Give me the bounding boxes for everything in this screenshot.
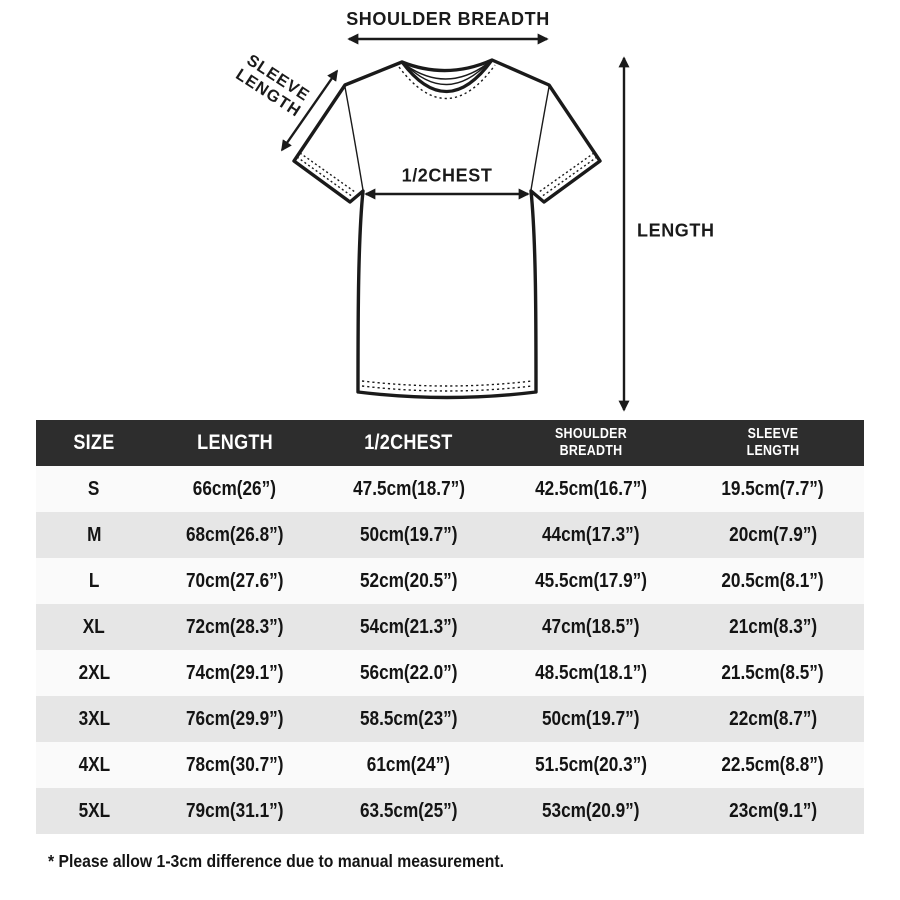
col-header-size: SIZE bbox=[36, 420, 152, 466]
cell-half-chest: 63.5cm(25”) bbox=[359, 799, 458, 822]
cell-half-chest: 52cm(20.5”) bbox=[359, 569, 458, 592]
sleeve-length-label: SLEEVE LENGTH bbox=[232, 51, 313, 122]
cell-size: 3XL bbox=[78, 707, 110, 730]
cell-shoulder-breadth: 50cm(19.7”) bbox=[541, 707, 640, 730]
table-row bbox=[36, 558, 864, 604]
cell-length: 76cm(29.9”) bbox=[185, 707, 284, 730]
half-chest-label: 1/2CHEST bbox=[401, 165, 493, 186]
table-row bbox=[36, 650, 864, 696]
shoulder-breadth-label: SHOULDER BREADTH bbox=[346, 9, 550, 29]
size-table-section bbox=[0, 418, 900, 872]
cell-size: XL bbox=[82, 615, 105, 638]
cell-size: 4XL bbox=[78, 753, 110, 776]
cell-shoulder-breadth: 53cm(20.9”) bbox=[541, 799, 640, 822]
cell-sleeve-length: 20.5cm(8.1”) bbox=[721, 569, 825, 592]
cell-half-chest: 54cm(21.3”) bbox=[359, 615, 458, 638]
cell-length: 72cm(28.3”) bbox=[185, 615, 284, 638]
cell-length: 68cm(26.8”) bbox=[185, 523, 284, 546]
cell-shoulder-breadth: 44cm(17.3”) bbox=[541, 523, 640, 546]
cell-length: 79cm(31.1”) bbox=[185, 799, 284, 822]
cell-sleeve-length: 21cm(8.3”) bbox=[728, 615, 817, 638]
table-row bbox=[36, 742, 864, 788]
measurement-note: * Please allow 1-3cm difference due to manual measurement. bbox=[48, 851, 505, 871]
cell-shoulder-breadth: 47cm(18.5”) bbox=[541, 615, 640, 638]
size-diagram bbox=[0, 0, 900, 418]
col-header-length: LENGTH bbox=[152, 420, 318, 466]
cell-half-chest: 47.5cm(18.7”) bbox=[352, 477, 465, 500]
cell-shoulder-breadth: 45.5cm(17.9”) bbox=[534, 569, 647, 592]
cell-sleeve-length: 23cm(9.1”) bbox=[728, 799, 817, 822]
cell-size: S bbox=[88, 477, 100, 500]
cell-length: 78cm(30.7”) bbox=[185, 753, 284, 776]
cell-sleeve-length: 19.5cm(7.7”) bbox=[721, 477, 825, 500]
table-header-row bbox=[36, 420, 864, 466]
tshirt-outline bbox=[294, 60, 600, 398]
cell-length: 66cm(26”) bbox=[193, 477, 277, 500]
cell-shoulder-breadth: 48.5cm(18.1”) bbox=[534, 661, 647, 684]
cell-half-chest: 56cm(22.0”) bbox=[359, 661, 458, 684]
cell-half-chest: 58.5cm(23”) bbox=[359, 707, 458, 730]
cell-size: 5XL bbox=[78, 799, 110, 822]
cell-half-chest: 61cm(24”) bbox=[366, 753, 451, 776]
table-row bbox=[36, 512, 864, 558]
cell-length: 74cm(29.1”) bbox=[185, 661, 284, 684]
cell-sleeve-length: 21.5cm(8.5”) bbox=[721, 661, 825, 684]
table-row bbox=[36, 696, 864, 742]
cell-sleeve-length: 20cm(7.9”) bbox=[728, 523, 817, 546]
cell-shoulder-breadth: 51.5cm(20.3”) bbox=[534, 753, 647, 776]
size-table bbox=[36, 420, 864, 834]
cell-sleeve-length: 22.5cm(8.8”) bbox=[721, 753, 825, 776]
col-header-half-chest: 1/2CHEST bbox=[318, 420, 500, 466]
table-row bbox=[36, 604, 864, 650]
cell-size: 2XL bbox=[78, 661, 110, 684]
table-row bbox=[36, 788, 864, 834]
cell-half-chest: 50cm(19.7”) bbox=[359, 523, 458, 546]
cell-length: 70cm(27.6”) bbox=[185, 569, 284, 592]
col-header-shoulder-breadth: SHOULDER BREADTH bbox=[500, 420, 682, 466]
col-header-sleeve-length: SLEEVE LENGTH bbox=[682, 420, 864, 466]
size-table-body bbox=[36, 466, 864, 834]
cell-size: L bbox=[88, 569, 100, 592]
cell-shoulder-breadth: 42.5cm(16.7”) bbox=[534, 477, 647, 500]
cell-size: M bbox=[86, 523, 102, 546]
cell-sleeve-length: 22cm(8.7”) bbox=[728, 707, 817, 730]
table-row bbox=[36, 466, 864, 512]
tshirt-illustration bbox=[0, 0, 900, 418]
length-label: LENGTH bbox=[637, 220, 715, 241]
